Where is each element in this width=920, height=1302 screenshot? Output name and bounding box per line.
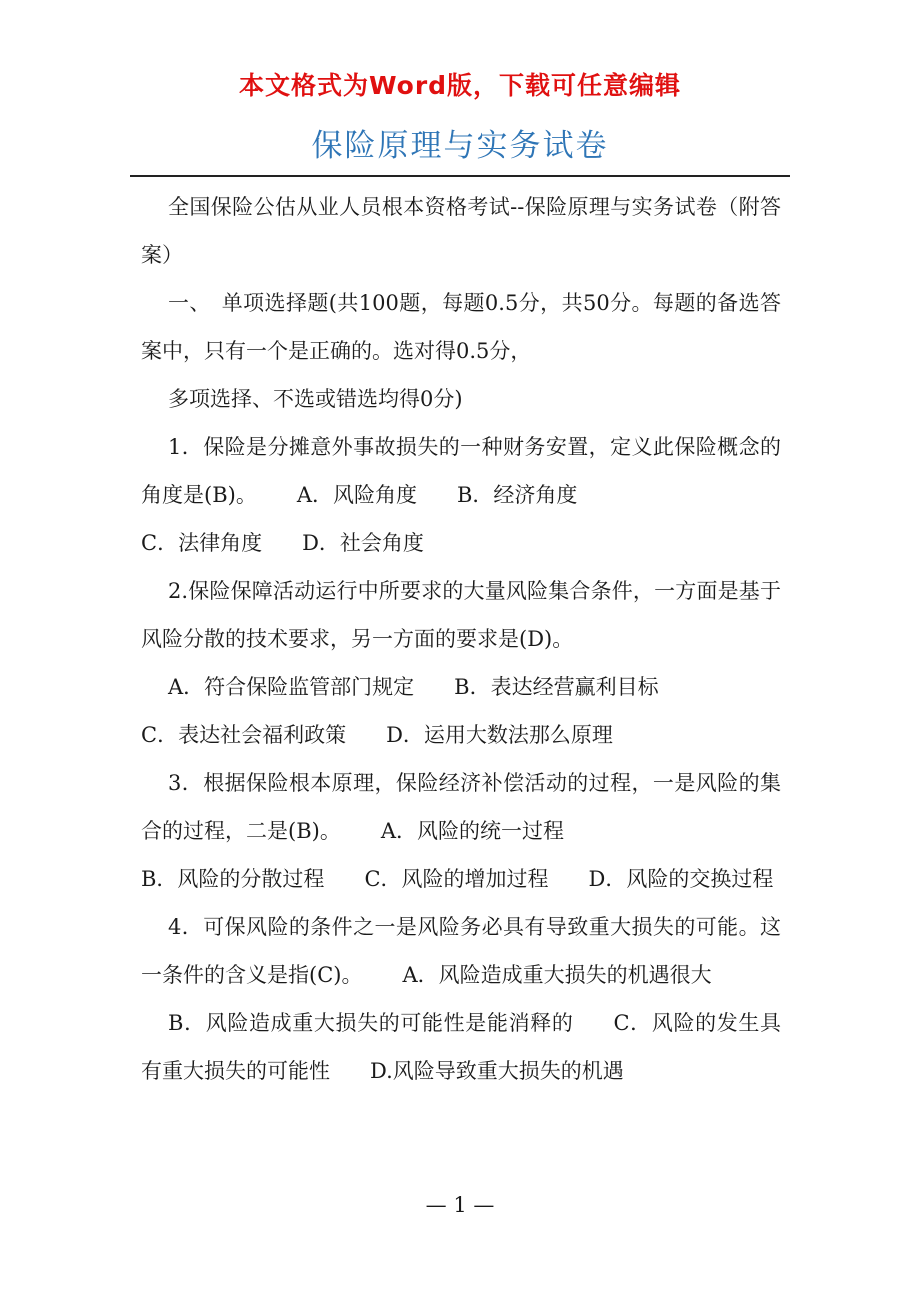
- option-a: A．风险的统一过程: [380, 819, 564, 843]
- option-a: A．风险造成重大损失的机遇很大: [402, 963, 712, 987]
- question-stem: 2.保险保障活动运行中所要求的大量风险集合条件，一方面是基于风险分散的技术要求，另一方面的要求是(D)。: [141, 579, 781, 651]
- document-body: [141, 183, 781, 1095]
- question-4: [141, 903, 781, 999]
- option-c: C．表达社会福利政策: [141, 723, 347, 747]
- title-divider: [130, 175, 790, 177]
- question-1: [141, 423, 781, 567]
- question-stem: 1．保险是分摊意外事故损失的一种财务安置，定义此保险概念的角度是(B)。: [141, 435, 781, 507]
- question-4-options: [141, 999, 781, 1095]
- option-b: B．风险的分散过程: [141, 867, 325, 891]
- option-a: A．符合保险监管部门规定: [168, 675, 415, 699]
- section-heading: 一、 单项选择题(共100题，每题0.5分，共50分。每题的备选答案中，只有一个是正确的。选对得0.5分，: [141, 291, 781, 363]
- option-d: D.风险导致重大损失的机遇: [370, 1059, 624, 1083]
- option-d: D．运用大数法那么原理: [386, 723, 613, 747]
- page-number: — 1 —: [425, 1193, 495, 1217]
- document-title: 保险原理与实务试卷: [311, 128, 609, 164]
- option-b: B．经济角度: [457, 483, 578, 507]
- question-stem: 3．根据保险根本原理，保险经济补偿活动的过程，一是风险的集合的过程，二是(B)。: [141, 771, 781, 843]
- option-c: C．法律角度: [141, 531, 263, 555]
- section-note: 多项选择、不选或错选均得0分): [168, 387, 463, 411]
- option-a: A．风险角度: [296, 483, 417, 507]
- option-c: C．风险的发生具有重大损失的可能性: [141, 1011, 781, 1083]
- option-b: B．表达经营赢利目标: [454, 675, 659, 699]
- question-2-options: [141, 663, 781, 759]
- question-2: [141, 567, 781, 663]
- option-b: B．风险造成重大损失的可能性是能消释的: [168, 1011, 574, 1035]
- format-notice-banner: 本文格式为Word版，下载可任意编辑: [238, 71, 682, 100]
- intro-paragraph: 全国保险公估从业人员根本资格考试--保险原理与实务试卷（附答案）: [141, 195, 781, 267]
- option-d: D．社会角度: [302, 531, 424, 555]
- option-d: D．风险的交换过程: [588, 867, 774, 891]
- question-stem: 4．可保风险的条件之一是风险务必具有导致重大损失的可能。这一条件的含义是指(C)。: [141, 915, 781, 987]
- option-c: C．风险的增加过程: [364, 867, 549, 891]
- question-3: [141, 759, 781, 903]
